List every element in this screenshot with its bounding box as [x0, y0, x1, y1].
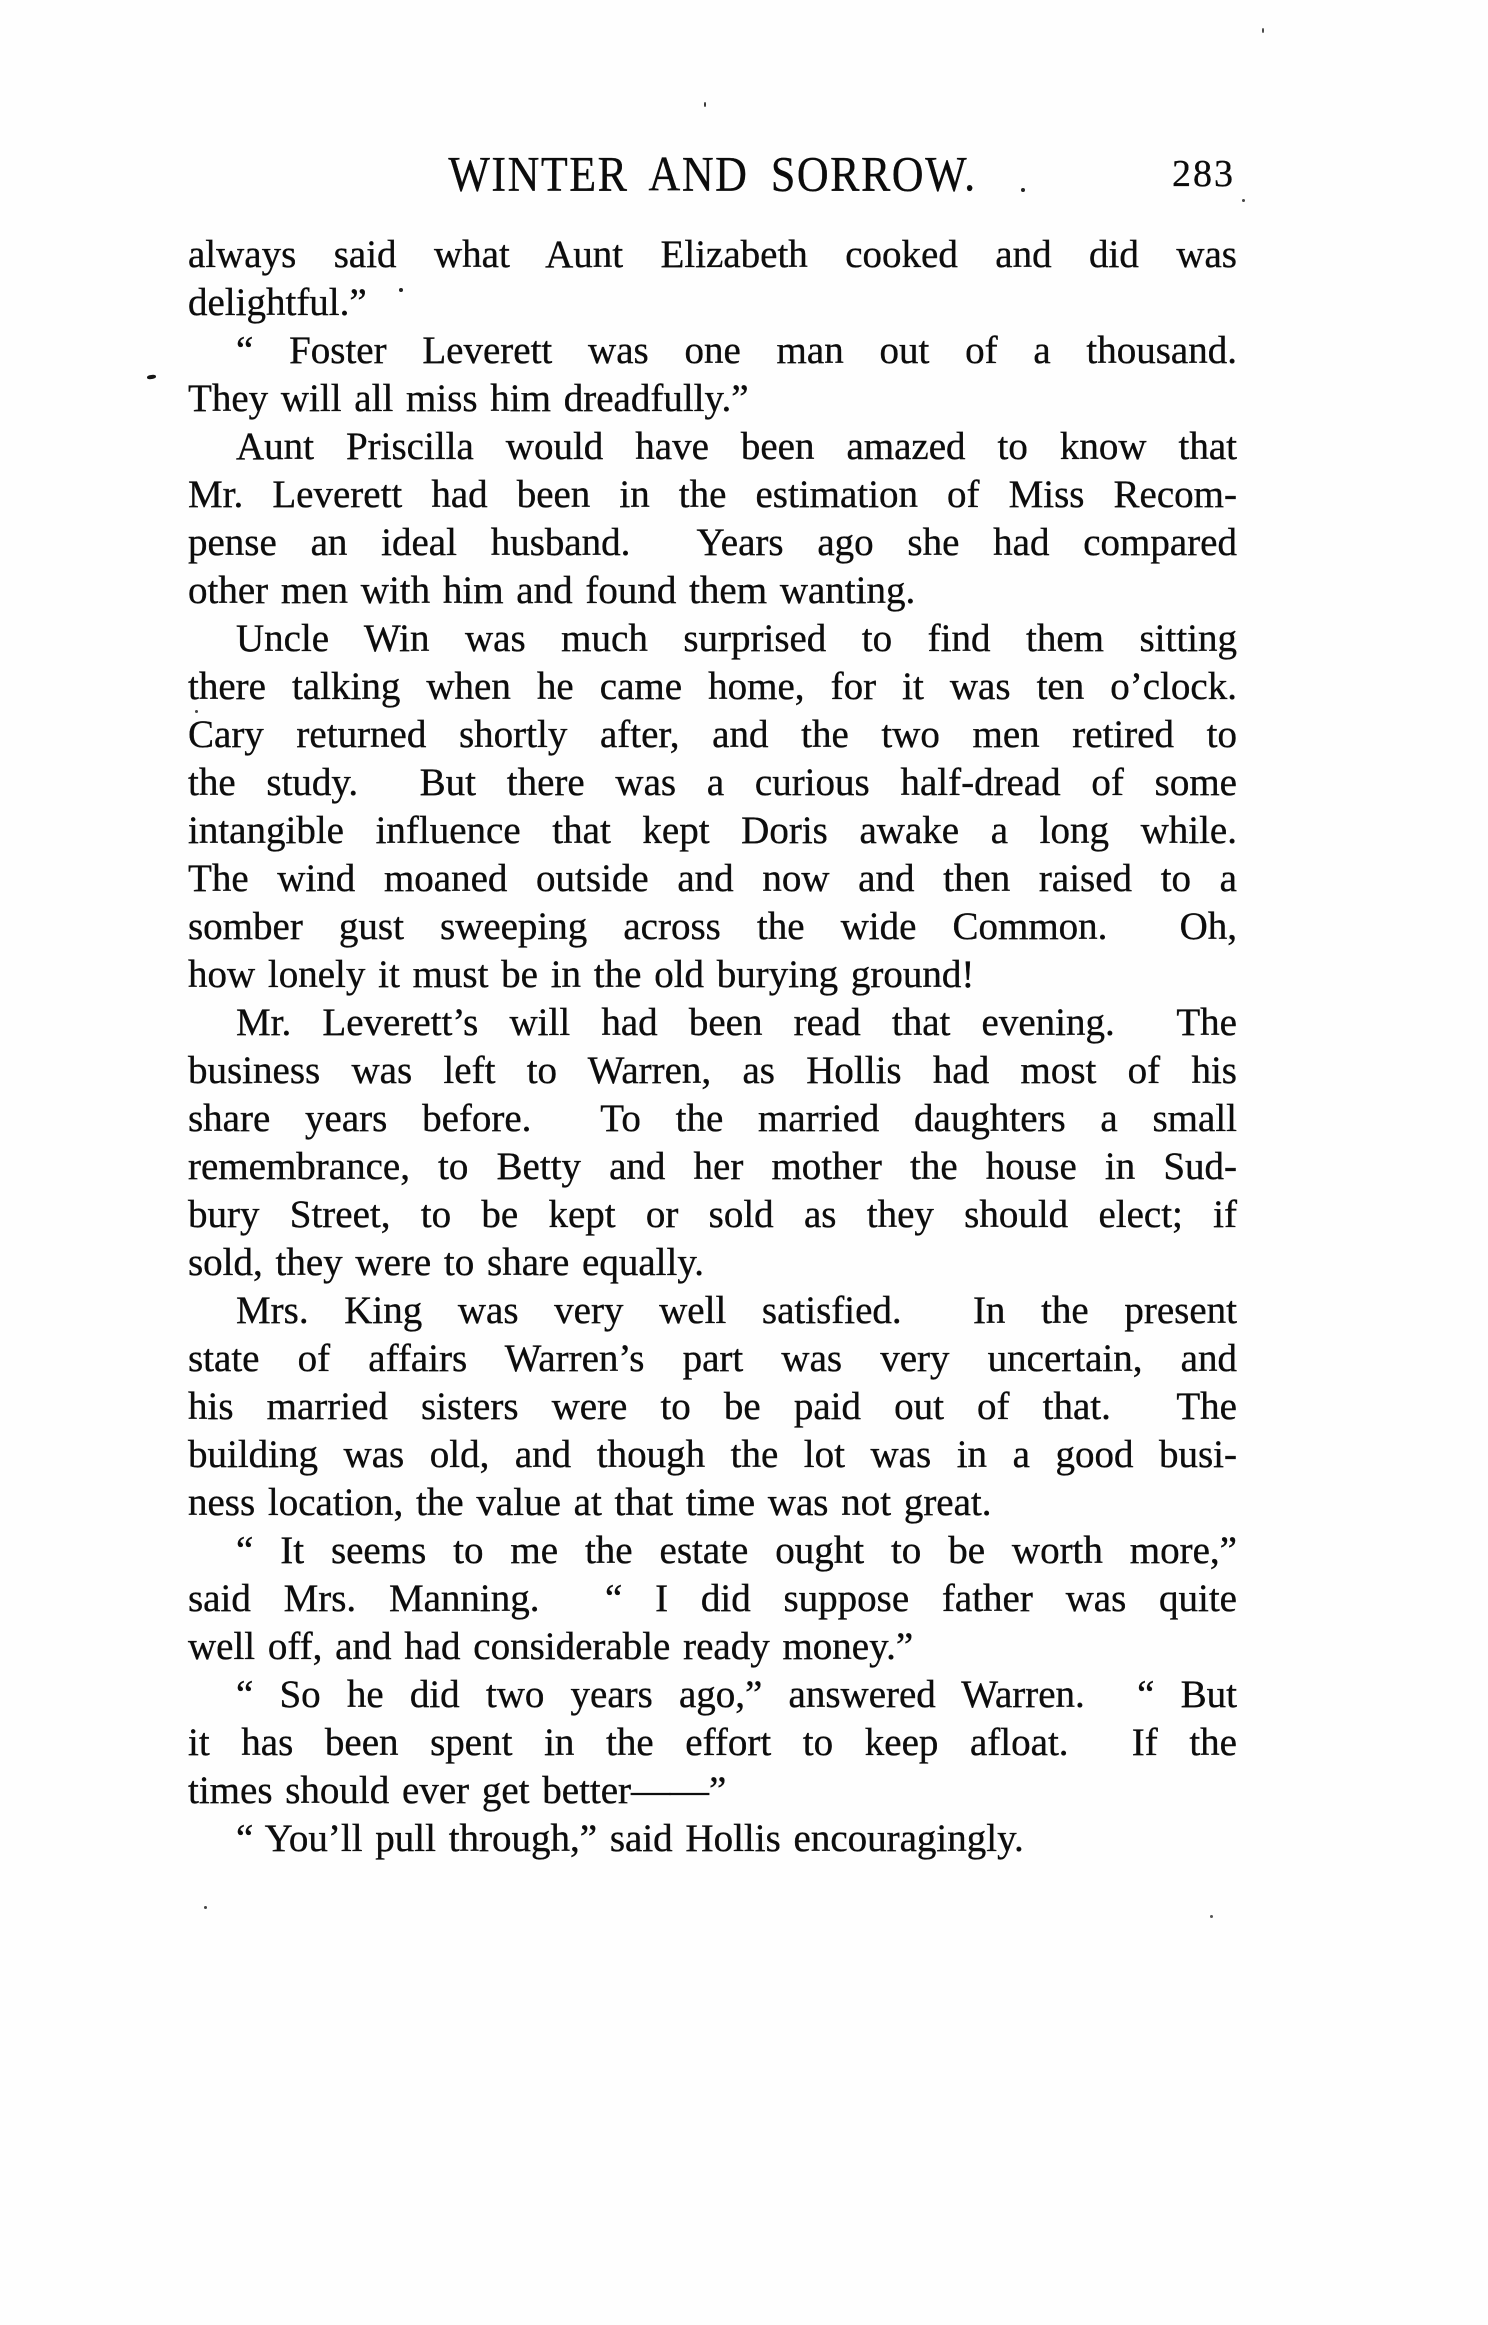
text-line: it has been spent in the effort to keep afloat. If the: [188, 1721, 1237, 1764]
text-line: how lonely it must be in the old burying ground!: [188, 953, 975, 996]
scan-speck: [195, 710, 198, 713]
scan-speck: [147, 374, 156, 379]
paragraph: [188, 1287, 1237, 1527]
scan-speck: [1021, 188, 1025, 192]
text-line: said Mrs. Manning. “ I did suppose father was quite: [188, 1577, 1237, 1620]
scan-speck: [704, 102, 706, 107]
text-line: well off, and had considerable ready money.”: [188, 1625, 914, 1668]
text-line: “ It seems to me the estate ought to be worth more,”: [236, 1529, 1237, 1572]
scan-speck: [1262, 28, 1264, 33]
text-line: always said what Aunt Elizabeth cooked and did was: [188, 233, 1237, 276]
text-line: sold, they were to share equally.: [188, 1241, 705, 1284]
paragraph: [188, 231, 1237, 327]
text-line: his married sisters were to be paid out of that. The: [188, 1385, 1237, 1428]
text-line: Cary returned shortly after, and the two men retired to: [188, 713, 1237, 756]
text-line: the study. But there was a curious half-dread of some: [188, 761, 1237, 804]
paragraph: [188, 1671, 1237, 1815]
text-line: ness location, the value at that time was not great.: [188, 1481, 992, 1524]
paragraph: [188, 999, 1237, 1287]
scan-speck: [204, 1906, 207, 1909]
text-line: Mr. Leverett had been in the estimation of Miss Recom-: [188, 473, 1237, 516]
running-head-title: WINTER AND SORROW.: [448, 146, 977, 202]
scan-speck: [1242, 199, 1245, 202]
text-line: intangible influence that kept Doris awake a long while.: [188, 809, 1237, 852]
page-header: [188, 148, 1237, 200]
paragraph: [188, 615, 1237, 999]
text-line: state of affairs Warren’s part was very uncertain, and: [188, 1337, 1237, 1380]
paragraph: [188, 423, 1237, 615]
paragraph: [188, 1815, 1237, 1863]
text-line: bury Street, to be kept or sold as they should elect; if: [188, 1193, 1237, 1236]
text-line: there talking when he came home, for it was ten o’clock.: [188, 665, 1237, 708]
paragraph: [188, 1527, 1237, 1671]
text-line: “ You’ll pull through,” said Hollis encouragingly.: [236, 1817, 1024, 1860]
body-text: [188, 231, 1237, 1863]
text-line: The wind moaned outside and now and then raised to a: [188, 857, 1237, 900]
text-line: Aunt Priscilla would have been amazed to know that: [236, 425, 1237, 468]
text-line: times should ever get better——”: [188, 1769, 727, 1812]
text-line: delightful.”: [188, 281, 367, 324]
scan-speck: [1210, 1915, 1213, 1918]
scan-speck: [399, 288, 403, 292]
text-line: pense an ideal husband. Years ago she had compared: [188, 521, 1237, 564]
text-line: Uncle Win was much surprised to find them sitting: [236, 617, 1237, 660]
text-line: They will all miss him dreadfully.”: [188, 377, 749, 420]
text-line: share years before. To the married daughters a small: [188, 1097, 1237, 1140]
text-line: remembrance, to Betty and her mother the house in Sud-: [188, 1145, 1237, 1188]
text-line: other men with him and found them wanting.: [188, 569, 916, 612]
text-line: building was old, and though the lot was in a good busi-: [188, 1433, 1237, 1476]
text-line: Mr. Leverett’s will had been read that evening. The: [236, 1001, 1237, 1044]
text-line: “ So he did two years ago,” answered Warren. “ But: [236, 1673, 1237, 1716]
text-line: “ Foster Leverett was one man out of a thousand.: [236, 329, 1237, 372]
paragraph: [188, 327, 1237, 423]
page-number: 283: [1172, 153, 1235, 195]
text-line: somber gust sweeping across the wide Common. Oh,: [188, 905, 1237, 948]
text-line: business was left to Warren, as Hollis had most of his: [188, 1049, 1237, 1092]
text-line: Mrs. King was very well satisfied. In the present: [236, 1289, 1237, 1332]
